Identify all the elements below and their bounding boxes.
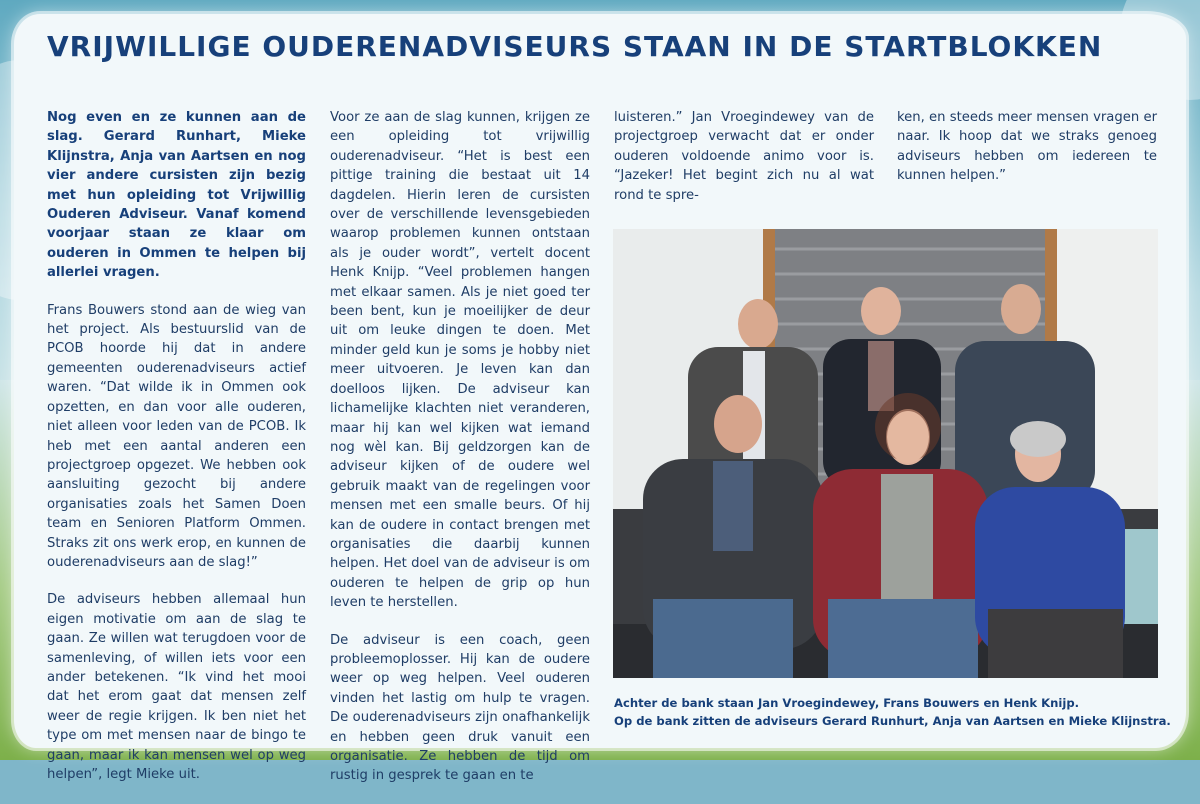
article-paragraph: Frans Bouwers stond aan de wieg van het project. Als bestuurslid van de PCOB hoorde hij dat in andere gemeenten ouderenadviseurs actief waren. “Dat wilde ik in Ommen ook opzetten, en dan voor alle ouderen, niet alleen voor leden van de PCOB. Ik heb met een aantal anderen een projectgroep opgezet. We hebben ook aansluiting gezocht bij andere organisaties zoals het Samen Doen team en Senioren Platform Ommen. Straks zit ons werk erop, en kunnen de ouderenadviseurs aan de slag!” (47, 302, 306, 570)
article-column-3 (614, 108, 874, 223)
article-paragraph: luisteren.” Jan Vroegindewey van de projectgroep verwacht dat er onder ouderen voldoende animo voor is. “Jazeker! Het begint zich nu al wat rond te spre- (614, 110, 874, 203)
article-title: VRIJWILLIGE OUDERENADVISEURS STAAN IN DE STARTBLOKKEN (47, 30, 1103, 63)
article-column-2 (330, 108, 590, 804)
article-lead: Nog even en ze kunnen aan de slag. Gerard Runhart, Mieke Klijnstra, Anja van Aartsen en nog vier andere cursisten zijn bezig met hun opleiding tot Vrijwillig Ouderen Adviseur. Vanaf komend voorjaar staan ze klaar om ouderen in Ommen te helpen bij allerlei vragen. (47, 110, 306, 281)
article-column-1 (47, 108, 306, 802)
article-paragraph: De adviseurs hebben allemaal hun eigen motivatie om aan de slag te gaan. Ze willen wat terugdoen voor de samenleving, of willen iets voor een ander betekenen. “Ik vind het mooi dat het erom gaat dat mensen zelf weer de regie krijgen. Ik ben niet het type om met mensen naar de bingo te gaan, maar ik kan mensen wel op weg helpen”, legt Mieke uit. (47, 592, 306, 782)
group-photo (613, 229, 1158, 678)
article-paragraph: ken, en steeds meer mensen vragen er naar. Ik hoop dat we straks genoeg adviseurs hebben om iedereen te kunnen helpen.” (897, 110, 1157, 184)
caption-line: Op de bank zitten de adviseurs Gerard Runhurt, Anja van Aartsen en Mieke Klijnstra. (614, 714, 1171, 728)
article-paragraph: De adviseur is een coach, geen probleemoplosser. Hij kan de oudere weer op weg helpen. Veel ouderen vinden het lastig om hulp te vragen. De ouderenadviseurs zijn onafhankelijk en hebben geen druk vanuit een organisatie. Ze hebben de tijd om rustig in gesprek te gaan en te (330, 632, 590, 784)
article-column-4 (897, 108, 1157, 204)
article-paragraph: Voor ze aan de slag kunnen, krijgen ze een opleiding tot vrijwillig ouderenadviseur. “Het is best een pittige training die bestaat uit 14 dagdelen. Hierin leren de cursisten over de verschillende levensgebieden waarop problemen kunnen ontstaan als je ouder wordt”, vertelt docent Henk Knijp. “Veel problemen hangen met elkaar samen. Als je niet goed ter been bent, kun je moeilijker de deur uit om leuke dingen te doen. Met minder geld kun je soms je hobby niet meer uitvoeren. Je leven kan dan doelloos lijken. De adviseur kan lichamelijke klachten niet veranderen, maar hij kan wel kijken wat iemand nog wèl kan. Bij geldzorgen kan de adviseur kijken of de oudere wel gebruik maakt van de regelingen voor mensen met een smalle beurs. Of hij kan de oudere in contact brengen met organisaties die daarbij kunnen helpen. Het doel van de adviseur is om ouderen te helpen de grip op hun leven te herstellen. (330, 110, 590, 611)
photo-caption (614, 694, 1174, 730)
caption-line: Achter de bank staan Jan Vroegindewey, Frans Bouwers en Henk Knijp. (614, 696, 1080, 710)
